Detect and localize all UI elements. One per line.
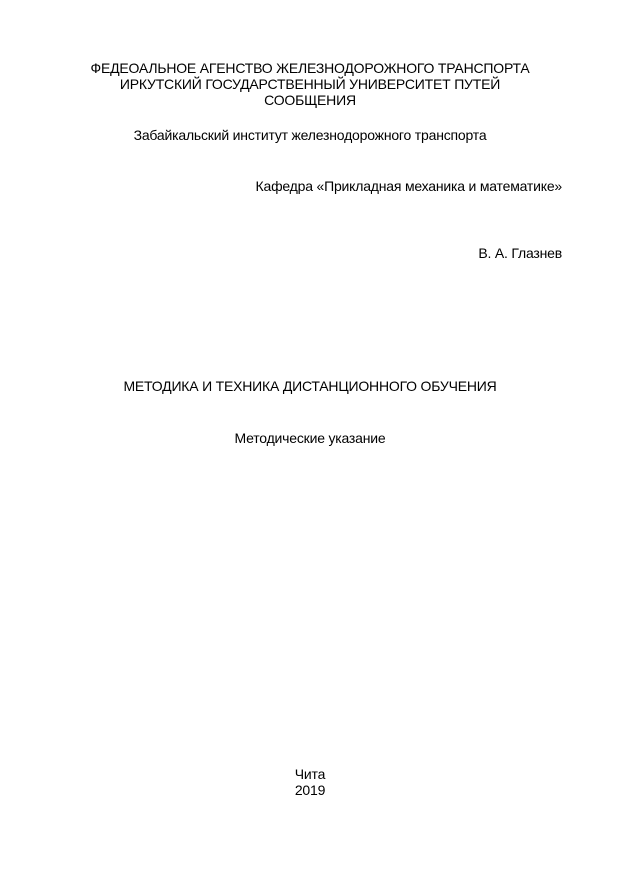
department-name: Кафедра «Прикладная механика и математике» — [255, 178, 562, 194]
publication-year: 2019 — [294, 782, 326, 798]
author-name: В. А. Глазнев — [478, 245, 562, 261]
institute-name: Забайкальский институт железнодорожного транспорта — [133, 127, 487, 143]
publication-city: Чита — [294, 766, 326, 782]
document-subtitle: Методические указание — [234, 430, 386, 446]
agency-name-line-2: ИРКУТСКИЙ ГОСУДАРСТВЕННЫЙ УНИВЕРСИТЕТ ПУТЕЙ — [119, 76, 501, 92]
document-title: МЕТОДИКА И ТЕХНИКА ДИСТАНЦИОННОГО ОБУЧЕНИЯ — [123, 378, 497, 394]
agency-name-line-3: СООБЩЕНИЯ — [264, 92, 356, 108]
agency-name-line-1: ФЕДЕОАЛЬНОЕ АГЕНСТВО ЖЕЛЕЗНОДОРОЖНОГО ТРАНСПОРТА — [90, 60, 530, 76]
